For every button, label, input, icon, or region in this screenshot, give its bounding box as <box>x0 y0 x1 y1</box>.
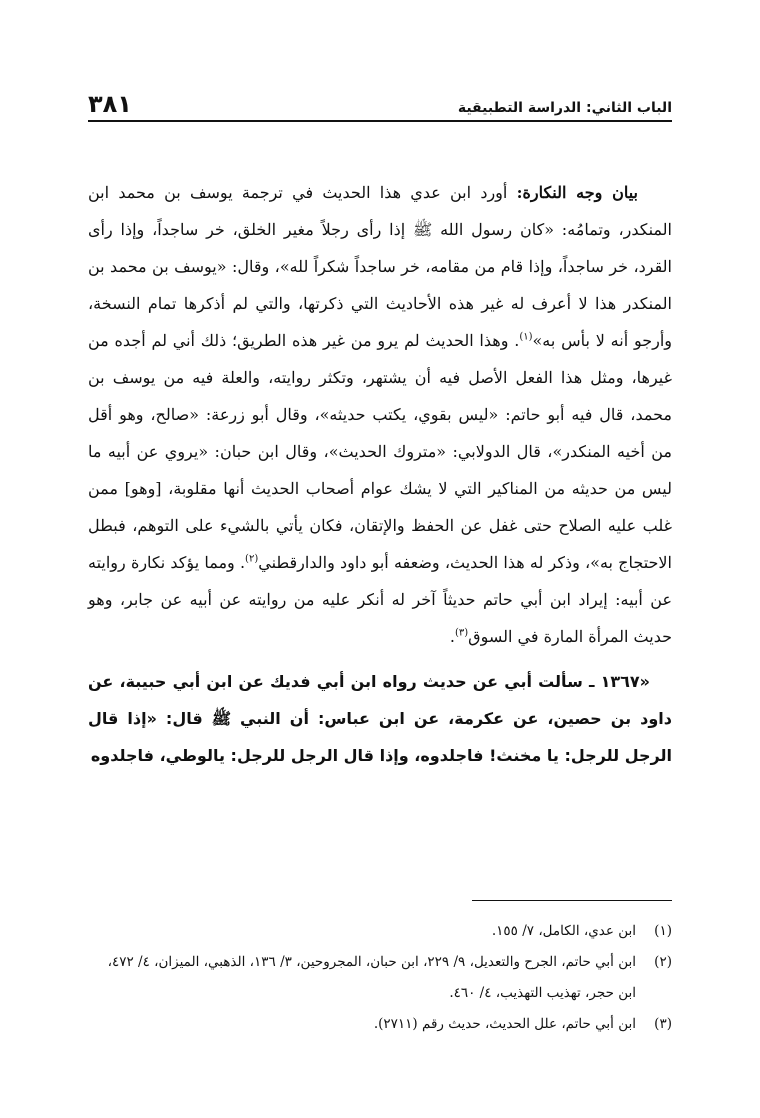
footnote-ref-1[interactable]: (١) <box>519 331 533 343</box>
footnote-number: (٢) <box>654 954 672 970</box>
footnotes <box>88 916 672 1040</box>
page-header <box>88 86 672 122</box>
section-lead: بيان وجه النكارة: <box>516 183 638 202</box>
footnote-text: ابن عدي، الكامل، ٧/ ١٥٥. <box>491 923 636 939</box>
footnote-number: (٣) <box>654 1016 672 1032</box>
footnote-number: (١) <box>654 923 672 939</box>
footnote-text: ابن أبي حاتم، الجرح والتعديل، ٩/ ٢٢٩، ابن حبان، المجروحين، ٣/ ١٣٦، الذهبي، الميزان، ٤/ ٤٧٢، ابن حجر، تهذيب التهذيب، ٤/ ٤٦٠. <box>107 954 636 1001</box>
text-segment: . وهذا الحديث لم يرو من غير هذه الطريق؛ ذلك أني لم أجده من غيرها، ومثل هذا الفعل الأصل فيه أن يشتهر، وتكثر روايته، والعلة فيه من يوسف بن محمد، قال فيه أبو حاتم: «ليس بقوي، يكتب حديثه»، وقال أبو زرعة: «صالح، وهو أقل من أخيه المنكدر»، قال الدولابي: «متروك الحديث»، وقال ابن حبان: «يروي عن أبيه ما ليس من حديثه من المناكير التي لا يشك عوام أصحاب الحديث أنها مقلوبة، [وهو] ممن غلب عليه الصلاح حتى غفل عن الحفظ والإتقان، فكان يأتي بالشيء على التوهم، فبطل الاحتجاج به»، وذكر له هذا الحديث، وضعفه أبو داود والدارقطني <box>88 331 673 572</box>
main-text <box>88 174 672 774</box>
commentary-paragraph <box>88 174 672 655</box>
text-segment: . <box>449 627 455 646</box>
footnote-1 <box>88 916 672 947</box>
page-number: ٣٨١ <box>88 90 132 118</box>
footnote-2 <box>88 947 672 1009</box>
text-segment: أورد ابن عدي هذا الحديث في ترجمة يوسف بن محمد ابن المنكدر، وتمامُه: «كان رسول الله ﷺ إذا رأى رجلاً مغير الخلق، خر ساجداً، وإذا رأى القرد، خر ساجداً، وإذا قام من مقامه، خر ساجداً شكراً لله»، وقال: «يوسف بن محمد بن المنكدر هذا لا أعرف له غير هذه الأحاديث التي ذكرتها، والتي لم أذكرها تمام النسخة، وأرجو أنه لا بأس به» <box>88 183 672 350</box>
footnote-divider <box>472 900 672 901</box>
footnote-ref-2[interactable]: (٢) <box>245 553 259 565</box>
running-title: الباب الثاني: الدراسة التطبيقية <box>457 100 672 116</box>
footnote-3 <box>88 1009 672 1040</box>
hadith-entry: «١٣٦٧ ـ سألت أبي عن حديث رواه ابن أبي فديك عن ابن أبي حبيبة، عن داود بن حصين، عن عكرمة، عن ابن عباس: أن النبي ﷺ قال: «إذا قال الرجل للرجل: يا مخنث! فاجلدوه، وإذا قال الرجل للرجل: يالوطي، فاجلدوه <box>88 672 672 765</box>
footnote-ref-3[interactable]: (٣) <box>454 627 469 639</box>
text-segment: . ومما يؤكد نكارة روايته عن أبيه: إيراد ابن أبي حاتم حديثاً آخر له أنكر عليه من روايته عن أبيه عن جابر، وهو حديث المرأة المارة في السوق <box>88 553 672 646</box>
footnote-text: ابن أبي حاتم، علل الحديث، حديث رقم (٢٧١١). <box>373 1016 636 1032</box>
